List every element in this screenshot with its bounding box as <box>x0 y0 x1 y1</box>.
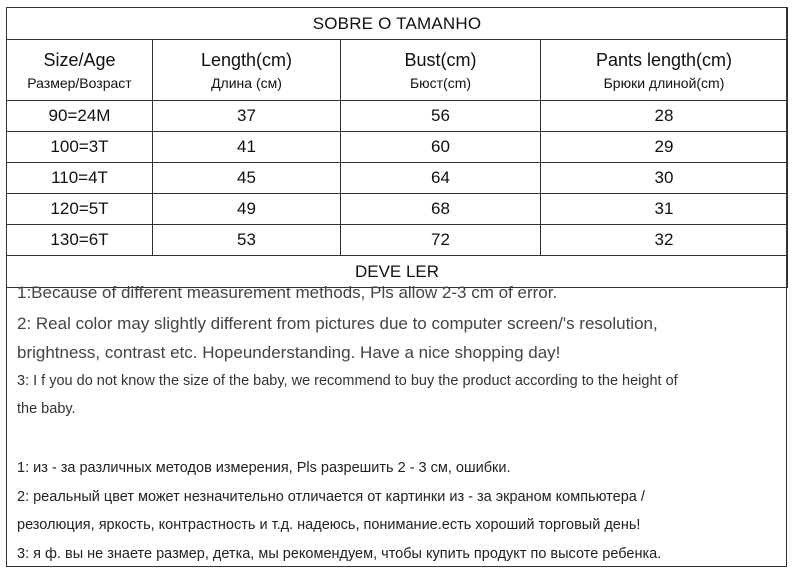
cell-length: 37 <box>153 101 341 132</box>
note-ru-2-cont: резолюция, яркость, контрастность и т.д. надеюсь, понимание.есть хороший торговый день! <box>17 517 641 533</box>
header-sub: Длина (см) <box>211 75 282 91</box>
header-sub: Бюст(cm) <box>409 75 472 91</box>
cell-pants-length: 30 <box>541 163 788 194</box>
cell-pants-length: 28 <box>541 101 788 132</box>
cell-pants-length: 29 <box>541 132 788 163</box>
cell-size: 90=24M <box>7 101 153 132</box>
header-size-age <box>7 40 153 101</box>
header-main: Pants length(cm) <box>595 50 733 70</box>
note-en-1: 1:Because of different measurement methods, Pls allow 2-3 cm of error. <box>17 283 558 302</box>
table-title-row <box>7 8 788 40</box>
header-bust <box>341 40 541 101</box>
cell-size: 100=3T <box>7 132 153 163</box>
note-en-3: 3: I f you do not know the size of the baby, we recommend to buy the product according to the height of <box>17 373 678 389</box>
note-en-3-cont: the baby. <box>17 401 76 417</box>
table-row <box>7 132 788 163</box>
cell-length: 45 <box>153 163 341 194</box>
notes-title: DEVE LER <box>7 256 788 288</box>
note-en-2-cont: brightness, contrast etc. Hopeunderstanding. Have a nice shopping day! <box>17 343 561 362</box>
cell-bust: 68 <box>341 194 541 225</box>
table-title: SOBRE O TAMANHO <box>7 8 788 40</box>
note-ru-3: 3: я ф. вы не знаете размер, детка, мы рекомендуем, чтобы купить продукт по высоте ребенка. <box>17 546 662 562</box>
cell-pants-length: 31 <box>541 194 788 225</box>
table-row <box>7 225 788 256</box>
table-row <box>7 163 788 194</box>
note-en-2: 2: Real color may slightly different from pictures due to computer screen/'s resolution, <box>17 314 658 333</box>
header-sub: Брюки длиной(cm) <box>603 75 725 91</box>
table-row <box>7 101 788 132</box>
header-length <box>153 40 341 101</box>
cell-length: 53 <box>153 225 341 256</box>
note-ru-1: 1: из - за различных методов измерения, Pls разрешить 2 - 3 см, ошибки. <box>17 460 511 476</box>
table-row <box>7 194 788 225</box>
cell-length: 41 <box>153 132 341 163</box>
size-table <box>6 7 788 288</box>
cell-size: 110=4T <box>7 163 153 194</box>
cell-pants-length: 32 <box>541 225 788 256</box>
header-main: Bust(cm) <box>404 50 477 70</box>
header-main: Size/Age <box>43 50 116 70</box>
cell-bust: 60 <box>341 132 541 163</box>
cell-length: 49 <box>153 194 341 225</box>
cell-size: 120=5T <box>7 194 153 225</box>
note-ru-2: 2: реальный цвет может незначительно отличается от картинки из - за экраном компьютера / <box>17 489 645 505</box>
header-sub: Размер/Возраст <box>27 75 132 91</box>
cell-size: 130=6T <box>7 225 153 256</box>
header-main: Length(cm) <box>200 50 293 70</box>
header-pants-length <box>541 40 788 101</box>
cell-bust: 56 <box>341 101 541 132</box>
header-row <box>7 40 788 101</box>
cell-bust: 72 <box>341 225 541 256</box>
cell-bust: 64 <box>341 163 541 194</box>
